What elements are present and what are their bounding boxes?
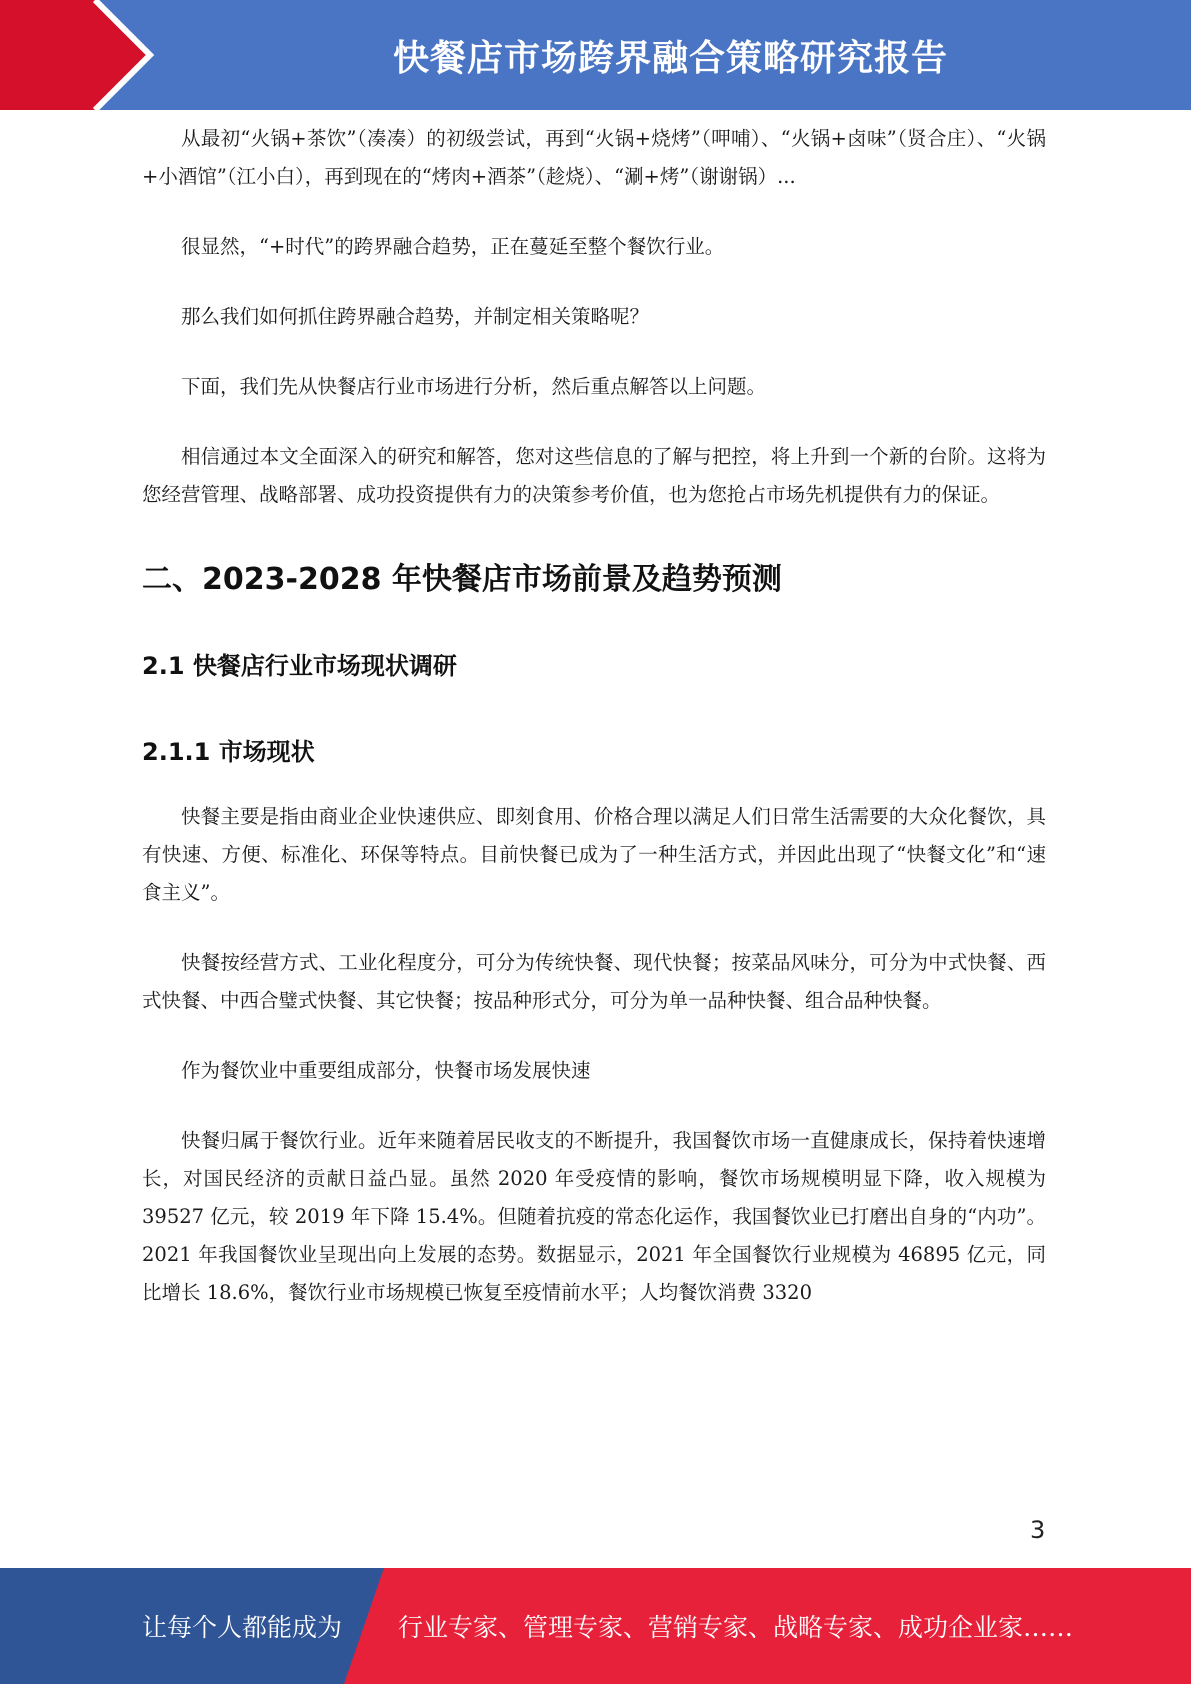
paragraph: 作为餐饮业中重要组成部分，快餐市场发展快速	[181, 1059, 591, 1082]
paragraph: 下面，我们先从快餐店行业市场进行分析，然后重点解答以上问题。	[181, 375, 767, 398]
footer-slogan-left: 让每个人都能成为	[142, 1613, 343, 1642]
footer-banner	[0, 1568, 1191, 1684]
footer-slogan-right: 行业专家、管理专家、营销专家、战略专家、成功企业家……	[398, 1613, 1074, 1642]
paragraph: 很显然，“+时代”的跨界融合趋势，正在蔓延至整个餐饮行业。	[181, 235, 725, 258]
page-number: 3	[1030, 1516, 1046, 1544]
paragraph: 快餐按经营方式、工业化程度分，可分为传统快餐、现代快餐；按菜品风味分，可分为中式快餐、西式快餐、中西合璧式快餐、其它快餐；按品种形式分，可分为单一品种快餐、组合品种快餐。	[142, 951, 1046, 1012]
document-body	[142, 120, 1046, 1312]
paragraph: 从最初“火锅+茶饮”（凑凑）的初级尝试，再到“火锅+烧烤”（呷哺）、“火锅+卤味”（贤合庄）、“火锅+小酒馆”（江小白），再到现在的“烤肉+酒茶”（趁烧）、“涮+烤”（谢谢锅）...	[142, 127, 1046, 188]
paragraph: 相信通过本文全面深入的研究和解答，您对这些信息的了解与把控，将上升到一个新的台阶。这将为您经营管理、战略部署、成功投资提供有力的决策参考价值，也为您抢占市场先机提供有力的保证。	[142, 445, 1046, 506]
subsubsection-heading: 2.1.1 市场现状	[142, 738, 315, 766]
paragraph: 快餐归属于餐饮行业。近年来随着居民收支的不断提升，我国餐饮市场一直健康成长，保持着快速增长，对国民经济的贡献日益凸显。虽然 2020 年受疫情的影响，餐饮市场规模明显下降，收入规模为 39527 亿元，较 2019 年下降 15.4%。但随着抗疫的常态化运作，我国餐饮业已打磨出自身的“内功”。2021 年我国餐饮业呈现出向上发展的态势。数据显示，2021 年全国餐饮行业规模为 46895 亿元，同比增长 18.6%，餐饮行业市场规模已恢复至疫情前水平；人均餐饮消费 3320	[142, 1129, 1046, 1304]
report-title: 快餐店市场跨界融合策略研究报告	[392, 37, 948, 79]
section-heading: 二、2023-2028 年快餐店市场前景及趋势预测	[142, 562, 782, 597]
subsection-heading: 2.1 快餐店行业市场现状调研	[142, 652, 457, 680]
header-banner	[0, 0, 1191, 110]
paragraph: 那么我们如何抓住跨界融合趋势，并制定相关策略呢？	[181, 305, 650, 328]
paragraph: 快餐主要是指由商业企业快速供应、即刻食用、价格合理以满足人们日常生活需要的大众化餐饮，具有快速、方便、标准化、环保等特点。目前快餐已成为了一种生活方式，并因此出现了“快餐文化”和“速食主义”。	[142, 805, 1046, 904]
